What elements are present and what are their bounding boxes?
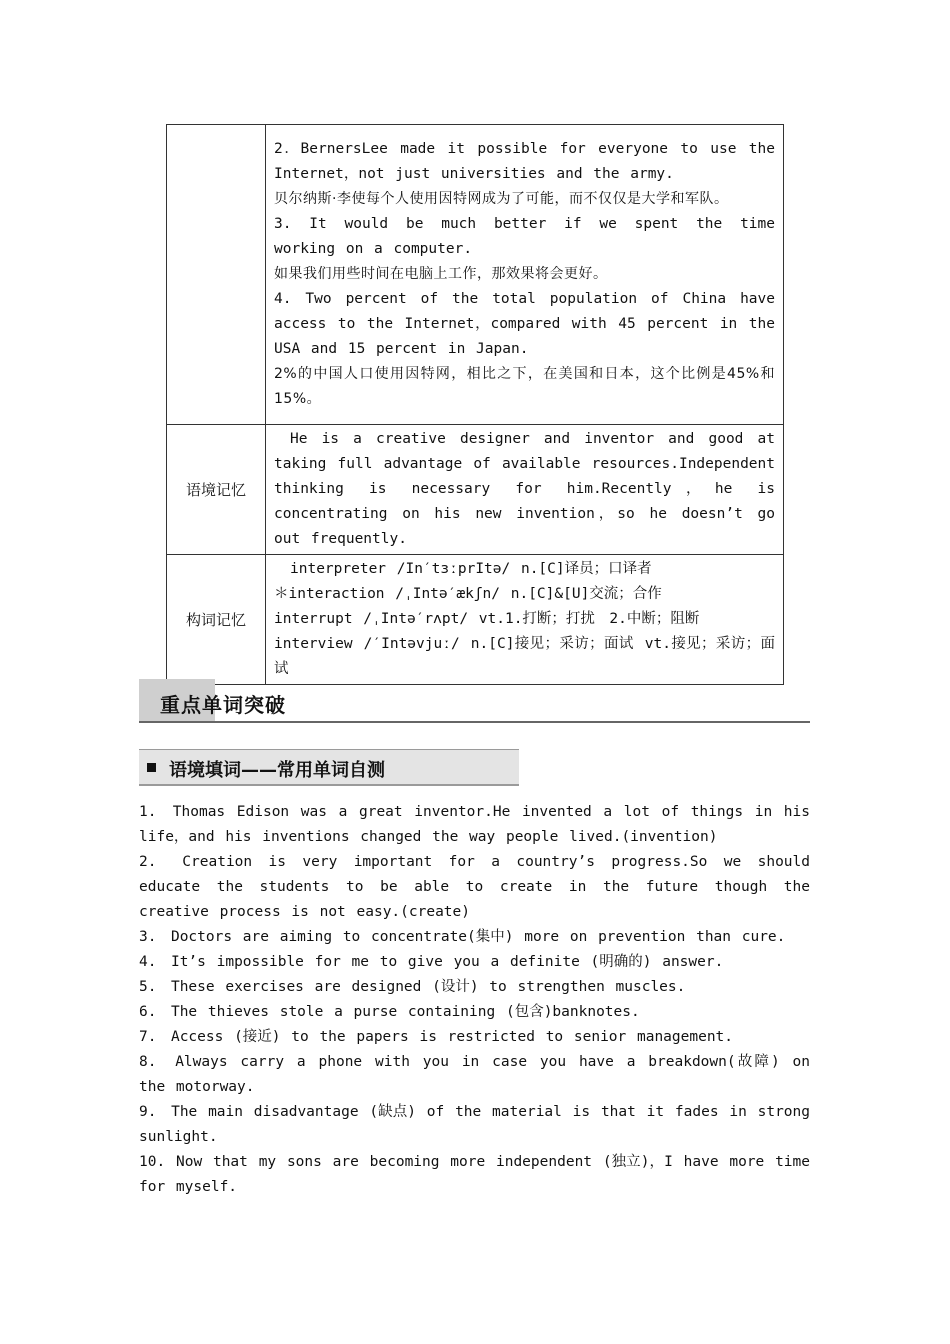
- section-title: 重点单词突破: [160, 693, 286, 717]
- exercise-item: 4. It’s impossible for me to give you a definite (明确的) answer.: [139, 954, 724, 970]
- exercise-item: 5. These exercises are designed (设计) to strengthen muscles.: [139, 979, 686, 995]
- word-entry: interrupt /ˌIntə′rʌpt/ vt.1.打断；打扰 2.中断；阻断: [274, 611, 700, 627]
- exercise-item: 2. Creation is very important for a country’s progress.So we should educate the students to be able to create in the future though the creative process is not easy.(create): [139, 854, 810, 920]
- table-row: [167, 125, 784, 425]
- example-sentence-zh: 2%的中国人口使用因特网，相比之下，在美国和日本，这个比例是45%和15%。: [274, 366, 775, 407]
- row-label: 构词记忆: [167, 555, 266, 685]
- row-content: [266, 555, 784, 685]
- word-entry: interpreter /In′tɜːprItə/ n.[C]译员；口译者: [290, 561, 652, 577]
- subsection-title: 语境填词——常用单词自测: [169, 760, 385, 781]
- example-sentence-en: 4. Two percent of the total population of China have access to the Internet，compared with 45 percent in the USA and 15 percent in Japan.: [274, 291, 775, 357]
- row-label: 语境记忆: [167, 425, 266, 555]
- exercise-item: 10. Now that my sons are becoming more independent (独立)，I have more time for myself.: [139, 1154, 810, 1195]
- word-entry: interview /′Intəvjuː/ n.[C]接见；采访；面试 vt.接见；采访；面试: [274, 636, 775, 677]
- square-bullet-icon: [147, 763, 156, 772]
- row-content: [266, 425, 784, 555]
- exercise-item: 8. Always carry a phone with you in case you have a breakdown(故障) on the motorway.: [139, 1054, 810, 1095]
- example-sentence-zh: 如果我们用些时间在电脑上工作，那效果将会更好。: [274, 266, 608, 282]
- table-row: [167, 425, 784, 555]
- exercise-item: 7. Access (接近) to the papers is restricted to senior management.: [139, 1029, 734, 1045]
- row-content: [266, 125, 784, 425]
- exercise-item: 1. Thomas Edison was a great inventor.He invented a lot of things in his life，and his inventions changed the way people lived.(invention): [139, 804, 810, 845]
- row-label: [167, 125, 266, 425]
- word-entry: ＊interaction /ˌIntə′ækʃn/ n.[C]&[U]交流；合作: [274, 586, 662, 602]
- example-sentence-en: 3. It would be much better if we spent the time working on a computer.: [274, 216, 775, 257]
- exercise-item: 6. The thieves stole a purse containing (包含)banknotes.: [139, 1004, 640, 1020]
- example-sentence-en: 2．BernersLee made it possible for everyone to use the Internet，not just universities and the army.: [274, 141, 775, 182]
- table-row: [167, 555, 784, 685]
- subsection-heading: [139, 749, 519, 786]
- exercise-list: [139, 800, 810, 1200]
- exercise-item: 9. The main disadvantage (缺点) of the material is that it fades in strong sunlight.: [139, 1104, 810, 1145]
- exercise-item: 3. Doctors are aiming to concentrate(集中) more on prevention than cure.: [139, 929, 786, 945]
- section-heading: [139, 679, 810, 723]
- example-sentence-zh: 贝尔纳斯·李使每个人使用因特网成为了可能，而不仅仅是大学和军队。: [274, 191, 729, 207]
- vocabulary-table: [166, 124, 784, 685]
- context-paragraph: He is a creative designer and inventor and good at taking full advantage of available resources.Independent thinking is necessary for him.Recently，he is concentrating on his new invention，so he doesn’t go out frequently.: [274, 431, 775, 547]
